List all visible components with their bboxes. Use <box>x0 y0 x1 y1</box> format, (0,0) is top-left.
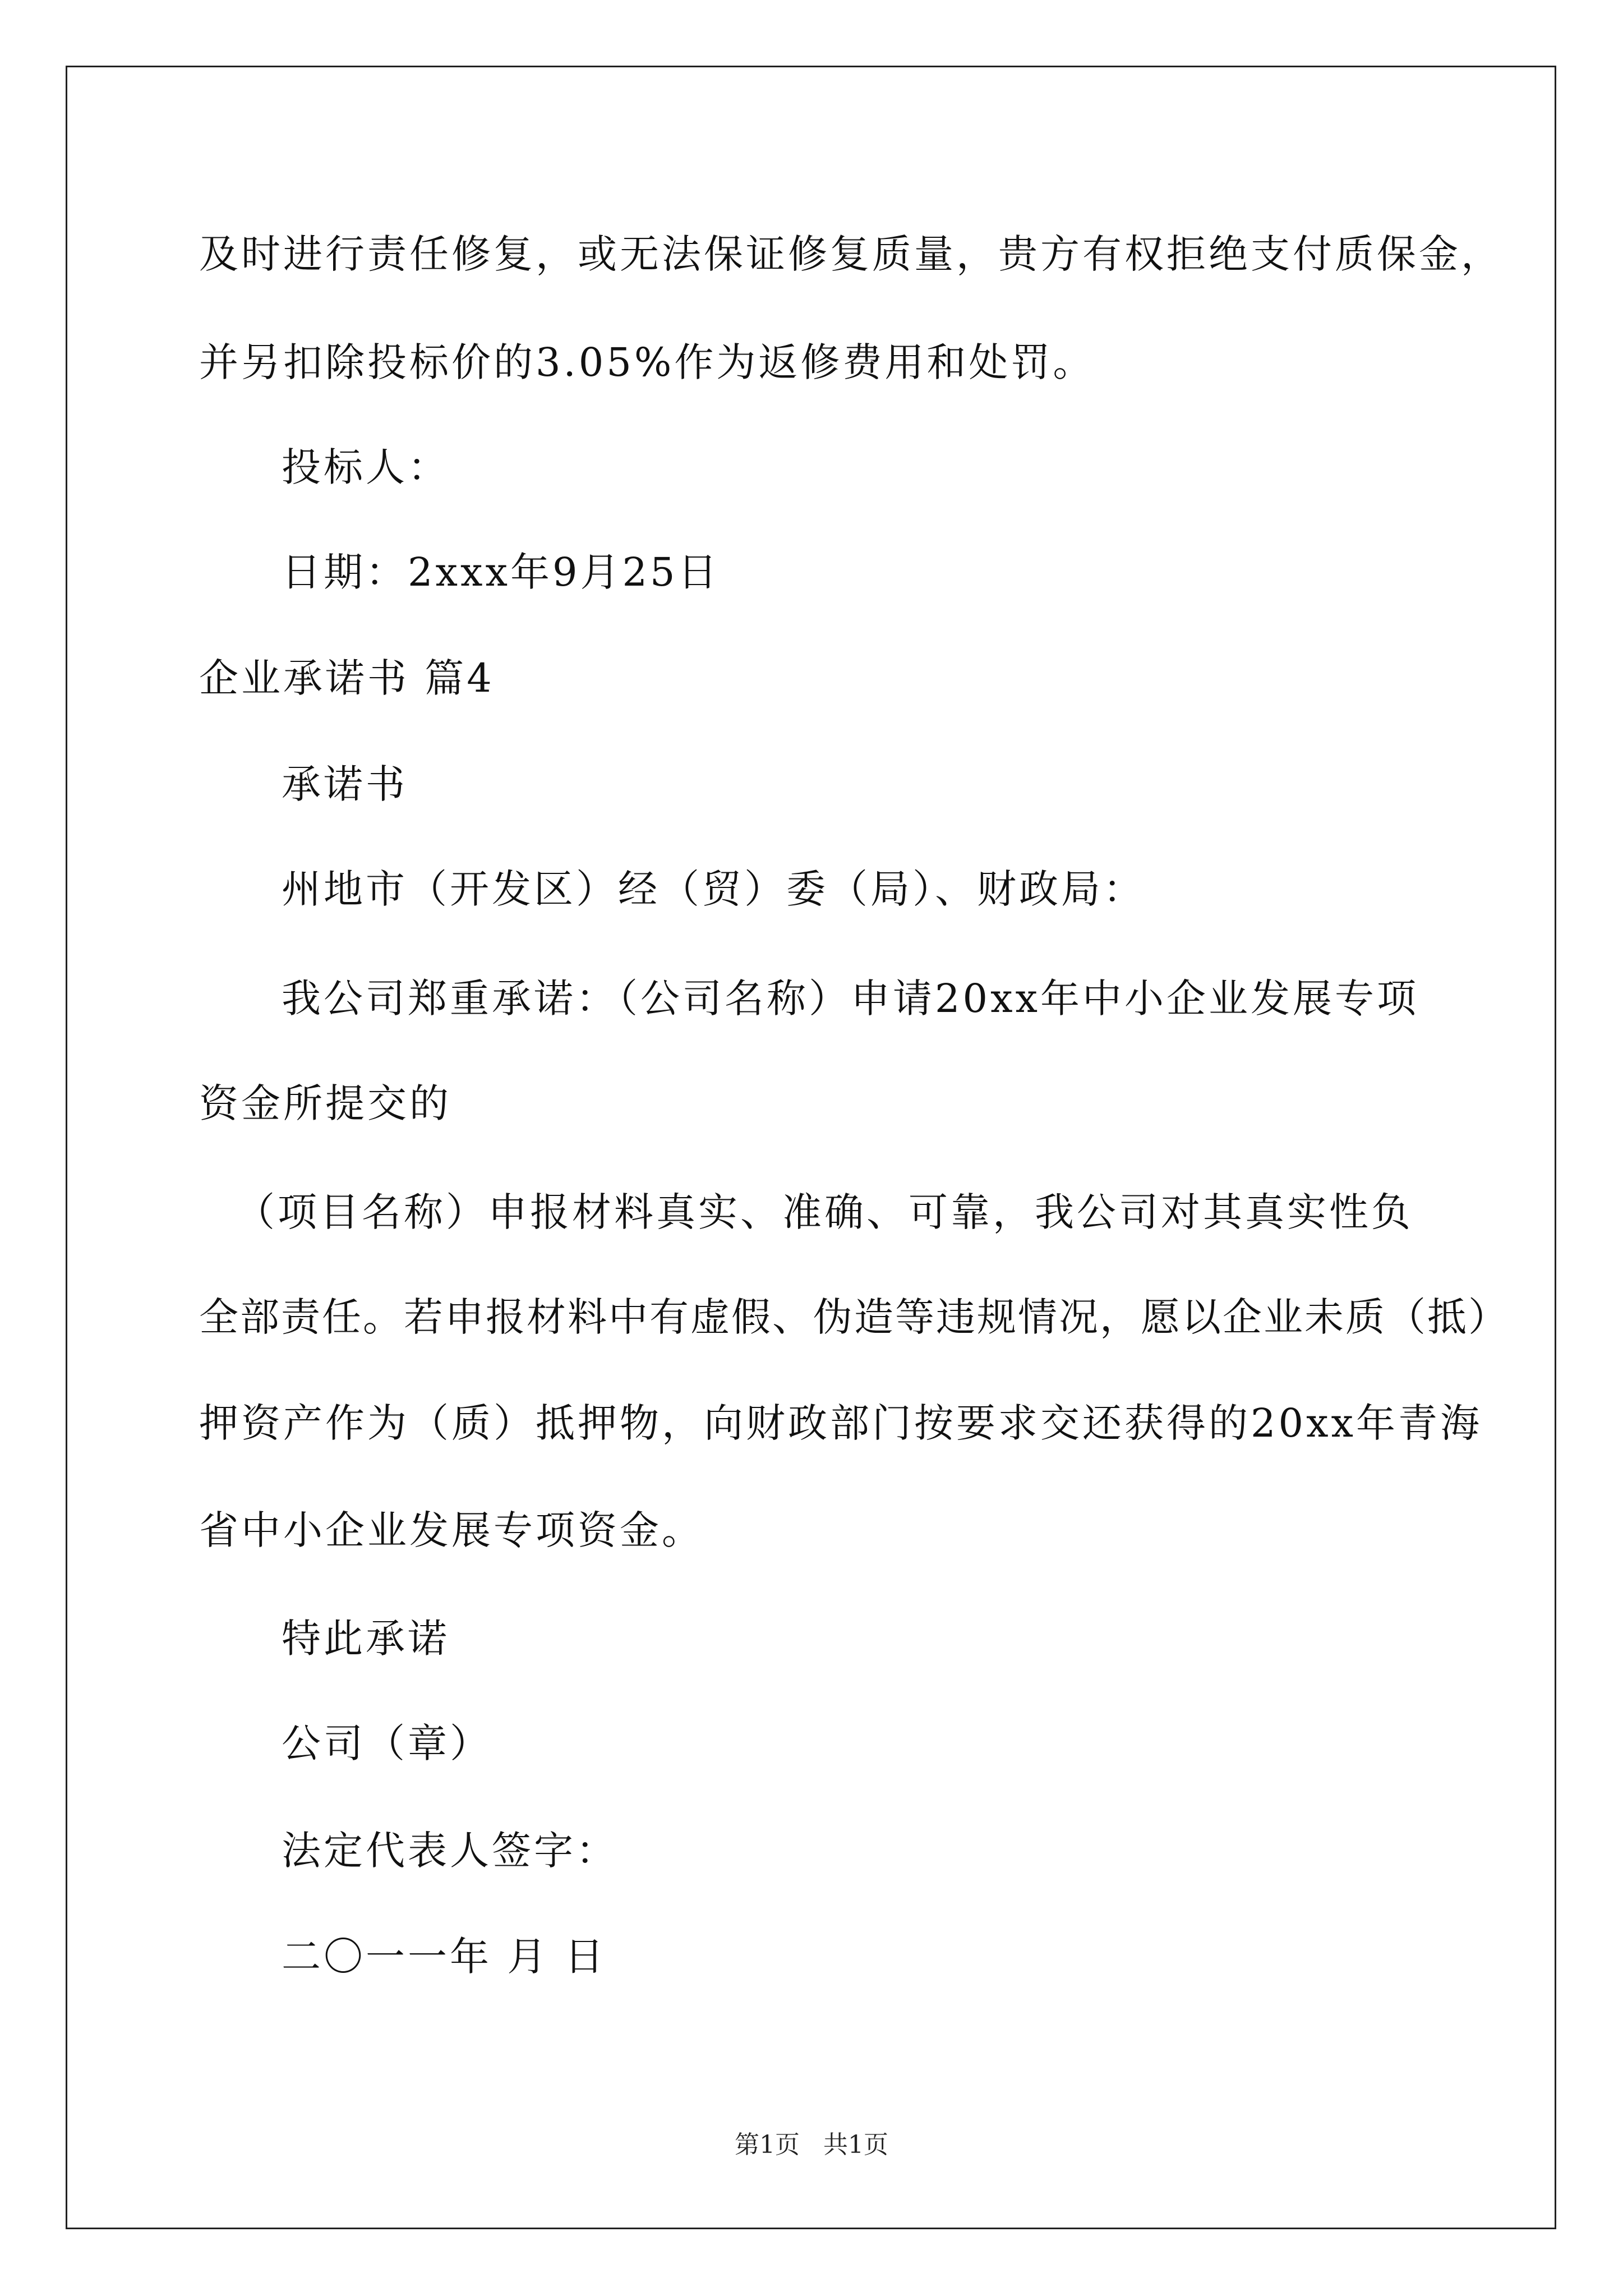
signing-date-line: 二〇一一年 月 日 <box>282 1934 607 1980</box>
text-line-8: 我公司郑重承诺：（公司名称）申请20xx年中小企业发展专项 <box>282 976 1419 1022</box>
page-border <box>66 66 1556 2229</box>
document-title: 承诺书 <box>282 761 408 807</box>
text-line-12: 押资产作为（质）抵押物，向财政部门按要求交还获得的20xx年青海 <box>199 1400 1483 1446</box>
text-line-1: 及时进行责任修复，或无法保证修复质量，贵方有权拒绝支付质保金， <box>199 231 1503 277</box>
signature-bidder-label: 投标人： <box>282 444 450 490</box>
closing-statement: 特此承诺 <box>282 1616 450 1662</box>
text-line-10: （项目名称）申报材料真实、准确、可靠，我公司对其真实性负 <box>236 1189 1413 1235</box>
legal-representative-signature-label: 法定代表人签字： <box>282 1828 618 1874</box>
text-line-13: 省中小企业发展专项资金。 <box>199 1507 704 1553</box>
text-line-9: 资金所提交的 <box>199 1080 451 1126</box>
text-line-11: 全部责任。若申报材料中有虚假、伪造等违规情况，愿以企业未质（抵） <box>199 1294 1509 1340</box>
addressee-line: 州地市（开发区）经（贸）委（局）、财政局： <box>282 866 1145 912</box>
date-line: 日期：2xxx年9月25日 <box>282 549 720 595</box>
section-heading: 企业承诺书 篇4 <box>199 655 495 701</box>
text-line-2: 并另扣除投标价的3.05%作为返修费用和处罚。 <box>199 339 1095 385</box>
company-seal-label: 公司（章） <box>282 1720 492 1766</box>
page-footer: 第1页 共1页 <box>735 2131 888 2159</box>
